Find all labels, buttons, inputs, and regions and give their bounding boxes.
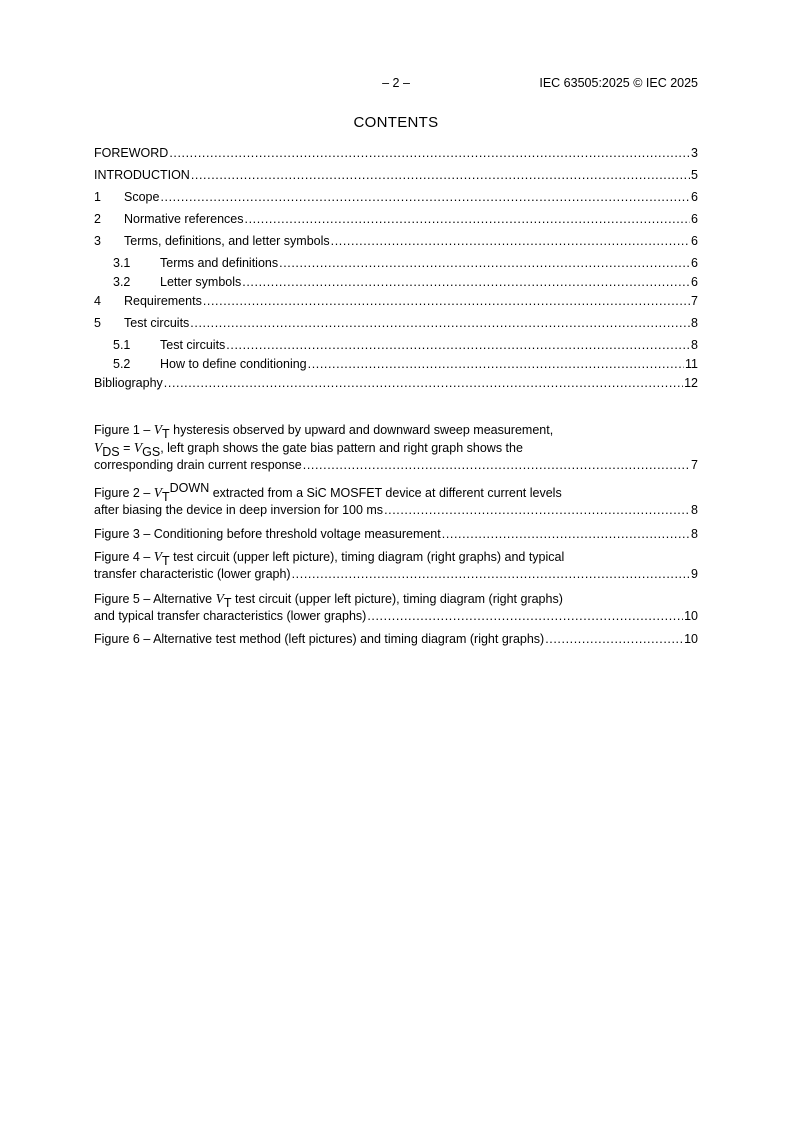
toc-number: 1: [94, 190, 101, 204]
figure-entry-5[interactable]: [94, 590, 698, 625]
toc-number: 4: [94, 294, 101, 308]
toc-entry-scope[interactable]: [94, 190, 698, 207]
dot-leader: [367, 608, 683, 625]
toc-number: 5.2: [113, 357, 131, 371]
dot-leader: [245, 212, 691, 226]
dot-leader: [164, 376, 683, 390]
toc-number: 3.2: [113, 275, 131, 289]
figure-text: extracted from a SiC MOSFET device at different current levels: [209, 486, 562, 500]
symbol-v: V: [215, 591, 224, 606]
figure-text: test circuit (upper left picture), timing diagram (right graphs): [231, 592, 563, 606]
page-number: – 2 –: [382, 76, 410, 90]
subscript-t: T: [162, 490, 170, 504]
standard-identifier: IEC 63505:2025 © IEC 2025: [539, 76, 698, 90]
figure-entry-2[interactable]: [94, 481, 698, 519]
toc-entry-introduction[interactable]: [94, 168, 698, 185]
toc-page: 6: [691, 234, 698, 248]
figure-text: after biasing the device in deep inversion for 100 ms: [94, 503, 384, 517]
figure-page: 10: [684, 632, 698, 646]
toc-page: 11: [685, 357, 698, 371]
toc-entry-requirements[interactable]: [94, 294, 698, 311]
figure-page: 9: [691, 567, 698, 581]
contents-title: CONTENTS: [353, 114, 439, 131]
figure-line: [94, 608, 698, 625]
toc-number: 5: [94, 316, 101, 330]
toc-title: Bibliography: [94, 376, 163, 390]
figure-entry-3[interactable]: [94, 526, 698, 543]
figure-line: [94, 439, 698, 457]
figure-line: [94, 590, 698, 608]
symbol-v: V: [153, 485, 163, 500]
dot-leader: [160, 190, 690, 204]
toc-page: 6: [691, 256, 698, 270]
subscript-t: T: [223, 596, 232, 610]
dot-leader: [191, 168, 690, 182]
symbol-v: V: [94, 440, 103, 455]
figure-text: and typical transfer characteristics (lower graphs): [94, 609, 367, 623]
toc-page: 5: [691, 168, 698, 182]
figure-page: 8: [691, 503, 698, 517]
figure-text: transfer characteristic (lower graph): [94, 567, 291, 581]
toc-entry-conditioning[interactable]: [94, 357, 698, 374]
toc-number: 3.1: [113, 256, 131, 270]
dot-leader: [169, 146, 690, 160]
toc-entry-foreword[interactable]: [94, 146, 698, 163]
toc-number: 3: [94, 234, 101, 248]
toc-entry-test-circuits[interactable]: [94, 316, 698, 333]
figure-line: [94, 502, 698, 519]
symbol-v: V: [153, 422, 163, 437]
equals-sign: =: [119, 441, 134, 455]
dot-leader: [308, 357, 684, 371]
subscript-t: T: [162, 427, 170, 441]
figure-text: corresponding drain current response: [94, 458, 302, 472]
figure-line: [94, 457, 698, 474]
dot-leader: [292, 566, 690, 583]
toc-title: INTRODUCTION: [94, 168, 190, 182]
figure-text: hysteresis observed by upward and downward sweep measurement,: [169, 423, 554, 437]
subscript-t: T: [162, 554, 170, 568]
toc-page: 6: [691, 212, 698, 226]
dot-leader: [279, 256, 690, 270]
toc-page: 12: [684, 376, 698, 390]
dot-leader: [190, 316, 690, 330]
toc-page: 8: [691, 338, 698, 352]
toc-entry-normative-references[interactable]: [94, 212, 698, 229]
toc-page: 6: [691, 190, 698, 204]
dot-leader: [331, 234, 690, 248]
figure-line: [94, 548, 698, 566]
dot-leader: [242, 275, 690, 289]
figure-line: [94, 481, 698, 504]
toc-title: Scope: [124, 190, 160, 204]
figure-line: [94, 526, 698, 543]
subscript-ds: DS: [102, 445, 120, 459]
toc-title: Test circuits: [160, 338, 226, 352]
subscript-gs: GS: [142, 445, 161, 459]
symbol-v: V: [153, 549, 163, 564]
toc-page: 6: [691, 275, 698, 289]
figure-prefix: Figure 5 – Alternative: [94, 592, 216, 606]
toc-title: Terms and definitions: [160, 256, 279, 270]
toc-entry-test-circuits-sub[interactable]: [94, 338, 698, 355]
figure-entry-6[interactable]: [94, 631, 698, 648]
toc-title: Test circuits: [124, 316, 190, 330]
figure-text: test circuit (upper left picture), timing diagram (right graphs) and typical: [169, 550, 565, 564]
figure-page: 8: [691, 527, 698, 541]
dot-leader: [545, 631, 683, 648]
dot-leader: [226, 338, 690, 352]
figure-entry-1[interactable]: [94, 421, 698, 474]
symbol-v: V: [133, 440, 143, 455]
dot-leader: [384, 502, 690, 519]
figure-line: [94, 631, 698, 648]
toc-title: Normative references: [124, 212, 244, 226]
toc-entry-terms[interactable]: [94, 234, 698, 251]
figure-prefix: Figure 2 –: [94, 486, 154, 500]
toc-page: 8: [691, 316, 698, 330]
toc-title: Terms, definitions, and letter symbols: [124, 234, 330, 248]
toc-number: 2: [94, 212, 101, 226]
superscript-down: DOWN: [169, 481, 210, 495]
figure-page: 10: [684, 609, 698, 623]
figure-line: [94, 566, 698, 583]
toc-entry-letter-symbols[interactable]: [94, 275, 698, 292]
toc-page: 3: [691, 146, 698, 160]
toc-page: 7: [691, 294, 698, 308]
toc-number: 5.1: [113, 338, 131, 352]
dot-leader: [303, 457, 690, 474]
toc-title: Requirements: [124, 294, 202, 308]
toc-title: Letter symbols: [160, 275, 242, 289]
toc-entry-bibliography[interactable]: [94, 376, 698, 393]
toc-entry-terms-definitions[interactable]: [94, 256, 698, 273]
figure-text: , left graph shows the gate bias pattern and right graph shows the: [160, 441, 523, 455]
figure-entry-4[interactable]: [94, 548, 698, 583]
figure-prefix: Figure 1 –: [94, 423, 154, 437]
dot-leader: [442, 526, 690, 543]
figure-text: Figure 6 – Alternative test method (left pictures) and timing diagram (right graphs): [94, 632, 545, 646]
figure-page: 7: [691, 458, 698, 472]
page-header: [94, 76, 698, 92]
toc-title: How to define conditioning: [160, 357, 307, 371]
figure-text: Figure 3 – Conditioning before threshold voltage measurement: [94, 527, 441, 541]
toc-title: FOREWORD: [94, 146, 169, 160]
figure-prefix: Figure 4 –: [94, 550, 154, 564]
dot-leader: [203, 294, 690, 308]
figure-line: [94, 421, 698, 439]
